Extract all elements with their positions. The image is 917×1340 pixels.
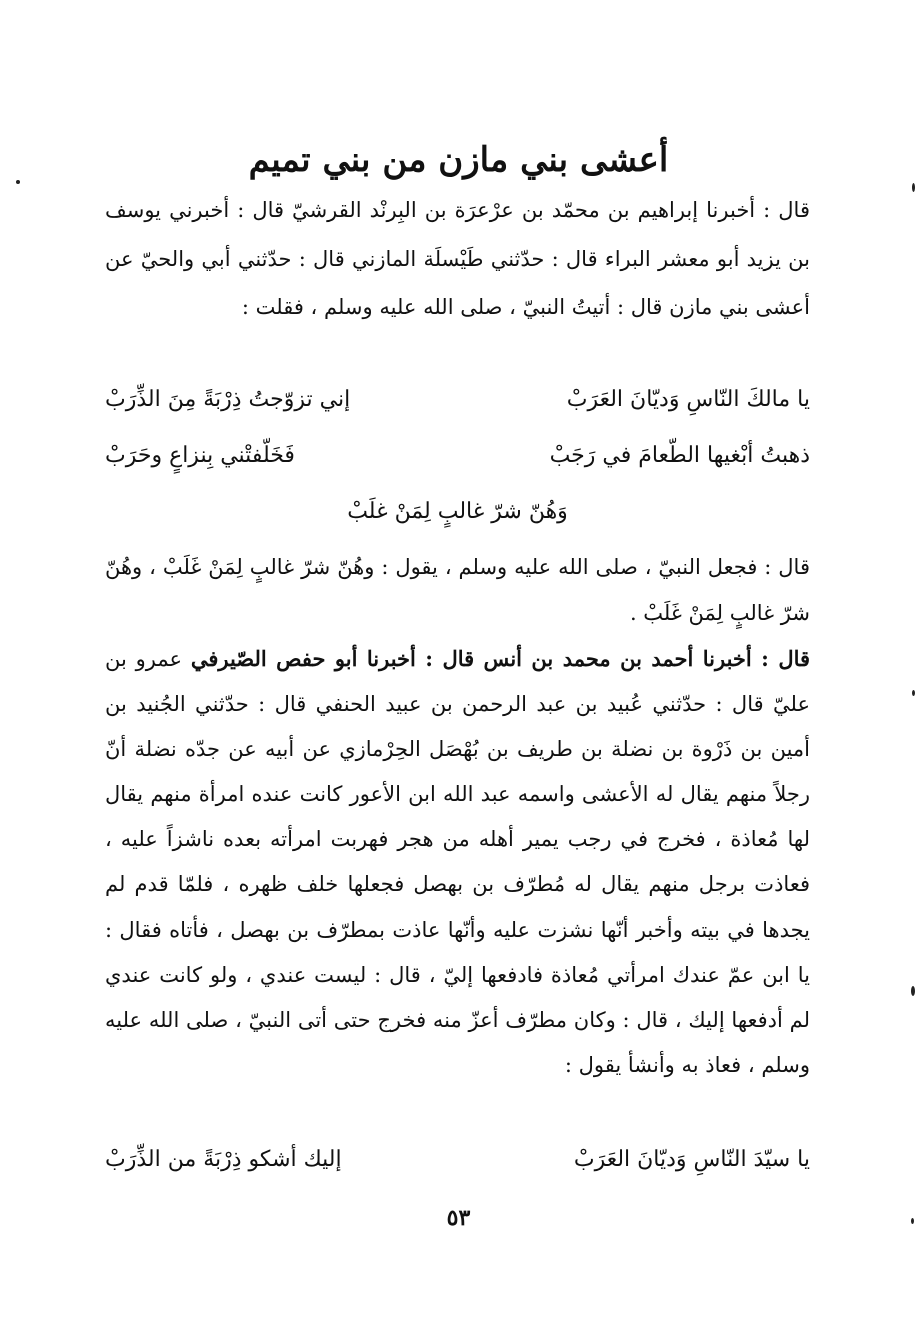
- page-title: أعشى بني مازن من بني تميم: [248, 139, 669, 180]
- paragraph-text: [105, 636, 810, 1088]
- verse-line: [105, 372, 810, 428]
- paragraph-story: [105, 636, 810, 1088]
- scan-speck: [16, 180, 20, 184]
- paragraph-isnad: [105, 186, 810, 332]
- verse-first-hemistich: يا مالكَ النّاسِ وَديّانَ العَرَبْ: [566, 387, 810, 412]
- paragraph-text: قال : فجعل النبيّ ، صلى الله عليه وسلم ، يقول : وهُنّ شرّ غالبٍ لِمَنْ غَلَبْ ، وهُنّ شرّ غالبٍ لِمَنْ غَلَبْ .: [105, 555, 810, 625]
- scan-speck: [912, 183, 915, 192]
- scan-speck: [912, 690, 915, 696]
- verse-single-hemistich: وَهُنّ شرّ غالبٍ لِمَنْ غلَبْ: [347, 499, 568, 524]
- paragraph-lead: قال : أخبرنا أحمد بن محمد بن أنس قال : أخبرنا أبو حفص الصّيرفي: [190, 646, 811, 671]
- scan-speck: [911, 1218, 914, 1224]
- poem-block-2: [105, 1132, 810, 1188]
- scan-speck: [911, 986, 915, 996]
- verse-first-hemistich: يا سيّدَ النّاسِ وَديّانَ العَرَبْ: [573, 1147, 810, 1172]
- page-number: ٥٣: [446, 1205, 471, 1231]
- verse-line: [105, 428, 810, 484]
- verse-line: [105, 484, 810, 540]
- verse-second-hemistich: إليك أشكو ذِرْبَةً من الذِّرَبْ: [105, 1147, 342, 1172]
- verse-first-hemistich: ذهبتُ أبْغيها الطّعامَ في رَجَبْ: [549, 443, 810, 468]
- verse-second-hemistich: إني تزوّجتُ ذِرْبَةً مِنَ الذِّرَبْ: [105, 387, 351, 412]
- paragraph-text: قال : أخبرنا إبراهيم بن محمّد بن عرْعرَة بن البِرنْد القرشيّ قال : أخبرني يوسف بن يزيد أبو معشر البراء قال : حدّثني طَيْسلَة المازني قال : حدّثني أبي والحيّ عن أعشى بني مازن قال : أتيتُ النبيّ ، صلى الله عليه وسلم ، فقلت :: [105, 198, 810, 320]
- paragraph-body: عمرو بن عليّ قال : حدّثني عُبيد بن عبد الرحمن بن عبيد الحنفي قال : حدّثني الجُنيد بن أمين بن ذَرْوة بن نضلة بن طريف بن بُهْصَل الحِرْمازي عن أبيه عن جدّه نضلة أنّ رجلاً منهم يقال له الأعشى واسمه عبد الله ابن الأعور كانت عنده امرأة منهم يقال لها مُعاذة ، فخرج في رجب يمير أهله من هجر فهربت امرأته بعده ناشزاً عليه ، فعاذت برجل منهم يقال له مُطرّف بن بهصل فجعلها خلف ظهره ، فلمّا قدم لم يجدها في بيته وأخبر أنّها نشزت عليه وأنّها عاذت بمطرّف بن بهصل ، فأتاه فقال : يا ابن عمّ عندك امرأتي مُعاذة فادفعها إليّ ، قال : ليست عندي ، ولو كانت عندي لم أدفعها إليك ، قال : وكان مطرّف أعزّ منه فخرج حتى أتى النبيّ ، صلى الله عليه وسلم ، فعاذ به وأنشأ يقول :: [105, 647, 810, 1077]
- paragraph-prophet-response: [105, 544, 810, 636]
- poem-block-1: [105, 372, 810, 540]
- verse-second-hemistich: فَخَلّفتْني بِنزاعٍ وحَرَبْ: [105, 443, 295, 468]
- verse-line: [105, 1132, 810, 1188]
